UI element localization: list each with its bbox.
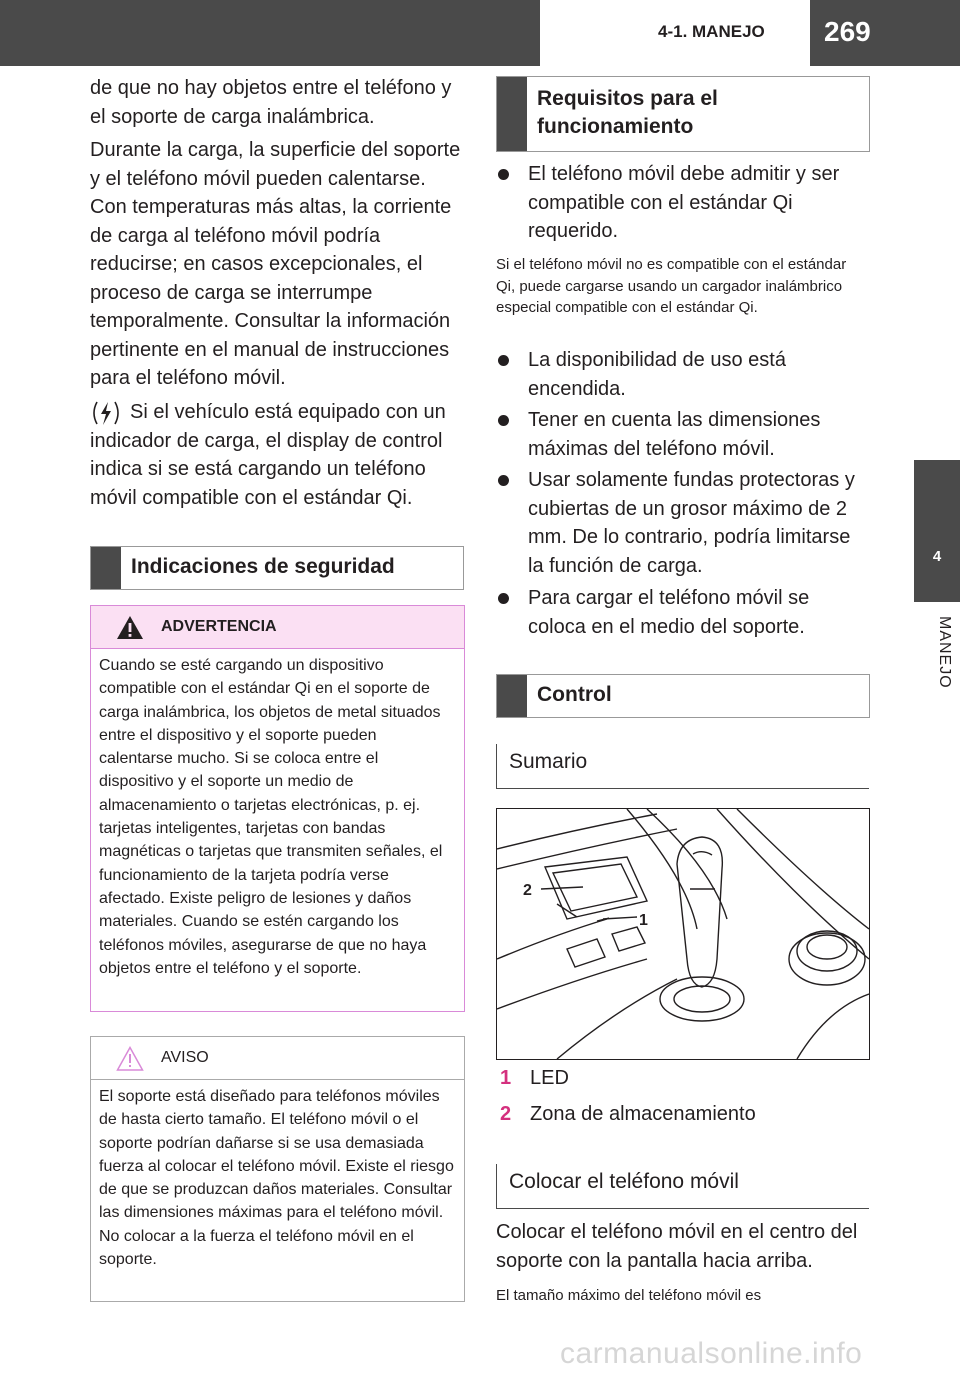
notice-triangle-icon <box>116 1046 144 1076</box>
control-heading <box>496 674 870 718</box>
requirements-heading <box>496 76 870 152</box>
section-title: 4-1. MANEJO <box>658 22 765 41</box>
warning-triangle-icon <box>116 615 144 645</box>
overview-subheading <box>496 744 869 789</box>
safety-heading-text: Indicaciones de seguridad <box>131 555 395 578</box>
place-phone-subheading-text: Colocar el teléfono móvil <box>509 1170 739 1193</box>
notice-body: El soporte está diseñado para teléfonos móviles de hasta cierto tamaño. El teléfono móvil o el soporte podrían dañarse si se usa demasiada fuerza al colocar el teléfono móvil. Existe el riesgo de que se produzcan daños materiales. Consultar las dimensiones máximas para el teléfono móvil. No colocar a la fuerza el teléfono móvil en el soporte. <box>99 1088 454 1269</box>
console-figure <box>496 808 870 1060</box>
notice-header <box>91 1037 464 1080</box>
place-phone-subheading <box>496 1164 869 1209</box>
bullet-dot <box>498 475 509 486</box>
heading-bar <box>497 675 527 717</box>
safety-heading <box>90 546 464 590</box>
bullet-dot <box>498 593 509 604</box>
requirements-heading-text: Requisitos para el funcionamiento <box>537 87 718 138</box>
bullet-text: La disponibilidad de uso está encendida. <box>528 349 786 400</box>
watermark: carmanualsonline.info <box>560 1337 863 1370</box>
bullet-dot <box>498 169 509 180</box>
page-number: 269 <box>824 16 871 47</box>
legend-number-2: 2 <box>500 1103 512 1125</box>
warning-box <box>90 605 465 1012</box>
max-size-note: El tamaño máximo del teléfono móvil es <box>496 1287 762 1304</box>
bullet-availability <box>498 346 868 406</box>
bullet-text: El teléfono móvil debe admitir y ser compatible con el estándar Qi requerido. <box>528 163 840 242</box>
header-bar <box>0 0 960 66</box>
chapter-tab-number: 4 <box>932 548 942 565</box>
legend-text-2: Zona de almacenamiento <box>530 1103 756 1125</box>
bullet-qi-standard <box>498 160 868 250</box>
notice-box <box>90 1036 465 1302</box>
bullet-dot <box>498 415 509 426</box>
overview-subheading-text: Sumario <box>509 750 588 773</box>
warning-title: ADVERTENCIA <box>161 618 277 635</box>
chapter-tab-label: MANEJO <box>936 616 953 689</box>
legend-text-1: LED <box>530 1067 569 1089</box>
bullet-text: Para cargar el teléfono móvil se coloca en el medio del soporte. <box>528 587 810 638</box>
warning-body: Cuando se esté cargando un dispositivo compatible con el estándar Qi en el soporte de carga inalámbrica, los objetos de metal situados entre el dispositivo y el soporte pueden calentarse mucho. Si se coloca entre el dispositivo y el soporte un medio de almacenamiento o tarjetas electrónicas, p. ej. tarjetas inteligentes, tarjetas con bandas magnéticas o tarjetas que transmiten señales, el funcionamiento de la tarjeta podría verse afectado. Existe peligro de lesiones y daños materiales. Cuando se estén cargando los teléfonos móviles, asegurarse de que no haya objetos entre el teléfono y el soporte. <box>99 657 443 977</box>
bullet-placement <box>498 584 868 644</box>
legend-number-1: 1 <box>500 1067 512 1089</box>
figure-callout-1: 1 <box>639 912 648 929</box>
warning-header <box>91 606 464 649</box>
bullet-dot <box>498 355 509 366</box>
control-heading-text: Control <box>537 683 612 706</box>
charging-heat-paragraph: Durante la carga, la superficie del soporte y el teléfono móvil pueden calentarse. Con temperaturas más altas, la corriente de carga al teléfono móvil podría reducirse; en casos excepcionales, el proceso de carga se interrumpe temporalmente. Consultar la información pertinente en el manual de instrucciones para el teléfono móvil. <box>90 139 461 389</box>
figure-callout-2: 2 <box>523 882 532 899</box>
bullet-text: Tener en cuenta las dimensiones máximas del teléfono móvil. <box>528 409 821 460</box>
chapter-tab[interactable] <box>914 460 960 602</box>
bullet-dimensions <box>498 406 868 466</box>
place-phone-paragraph: Colocar el teléfono móvil en el centro del soporte con la pantalla hacia arriba. <box>496 1221 858 1272</box>
intro-paragraph: de que no hay objetos entre el teléfono y el soporte de carga inalámbrica. <box>90 77 452 128</box>
heading-bar <box>497 77 527 151</box>
heading-bar <box>91 547 121 589</box>
console-illustration <box>497 809 869 1059</box>
bullet-cases <box>498 466 868 582</box>
notice-title: AVISO <box>161 1049 209 1066</box>
bullet-text: Usar solamente fundas protectoras y cubiertas de un grosor máximo de 2 mm. De lo contrario, podría limitarse la función de carga. <box>528 469 855 577</box>
qi-note: Si el teléfono móvil no es compatible con el estándar Qi, puede cargarse usando un cargador inalámbrico especial compatible con el estándar Qi. <box>496 256 847 316</box>
charge-indicator-paragraph: Si el vehículo está equipado con un indicador de carga, el display de control indica si se está cargando un teléfono móvil compatible con el estándar Qi. <box>90 401 446 509</box>
